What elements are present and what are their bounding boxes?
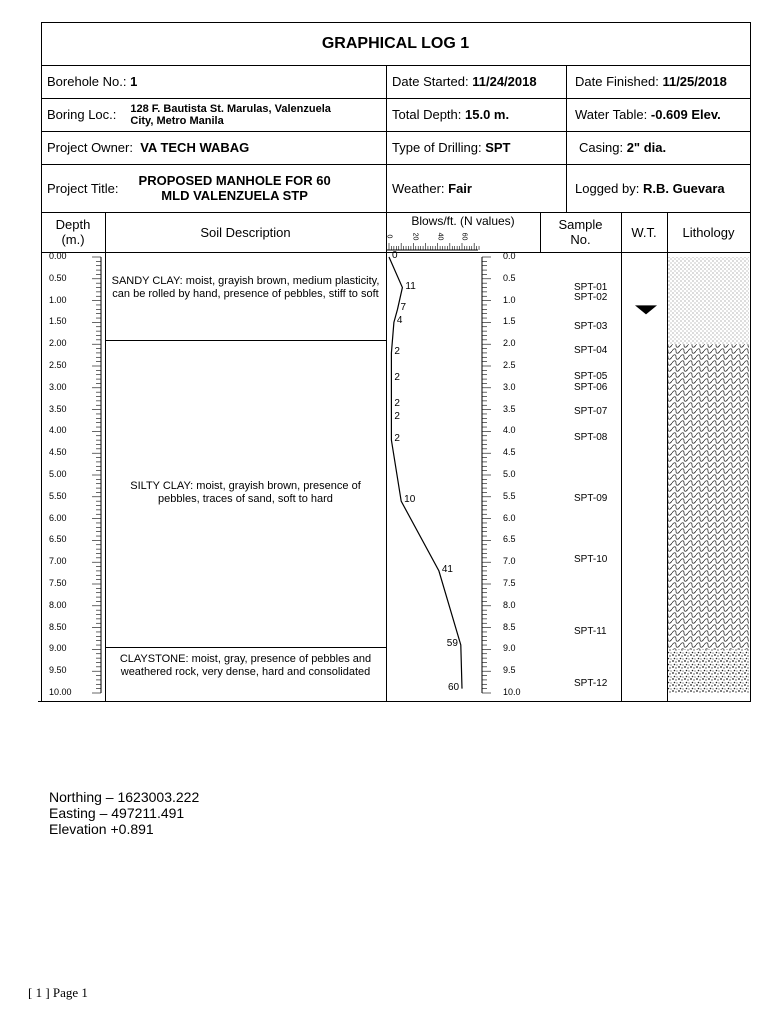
log-title: GRAPHICAL LOG 1 — [321, 34, 470, 52]
boring-loc-line2: City, Metro Manila — [130, 114, 224, 127]
n-value-label: 4 — [396, 315, 403, 327]
depth-label: 10.00 — [49, 687, 72, 697]
depth-label: 7.00 — [49, 556, 67, 567]
depth-label: 4.50 — [49, 447, 67, 458]
northing-text: Northing – 1623003.222 — [49, 789, 200, 805]
n-value-label: 11 — [405, 280, 416, 292]
owner-value: VA TECH WABAG — [140, 140, 250, 155]
n-value-label: 2 — [394, 411, 400, 423]
blows-tick-label: 60 — [460, 232, 468, 241]
weather-label: Weather: — [392, 180, 445, 196]
sample-label: SPT-11 — [574, 625, 607, 637]
date-finished-value: 11/25/2018 — [662, 74, 727, 89]
depth-label: 2.00 — [49, 338, 67, 349]
depth-label: 0.50 — [49, 272, 67, 283]
sample-label: SPT-12 — [574, 678, 608, 690]
depth-label-right: 7.0 — [503, 556, 516, 567]
depth-label-right: 9.5 — [503, 665, 516, 676]
depth-label: 1.00 — [49, 294, 67, 305]
depth-label-right: 8.5 — [503, 621, 516, 632]
depth-label: 4.00 — [49, 425, 67, 436]
sample-label: SPT-04 — [574, 344, 608, 356]
depth-label-right: 0.5 — [503, 272, 516, 283]
depth-label: 5.00 — [49, 469, 67, 479]
total-depth-value: 15.0 m. — [465, 107, 510, 122]
page-footer: [ 1 ] Page 1 — [28, 985, 88, 1000]
logged-value: R.B. Guevara — [642, 180, 725, 196]
depth-label: 6.50 — [49, 534, 67, 545]
soil-header: Soil Description — [200, 224, 291, 240]
lithology-speckle — [668, 649, 749, 693]
depth-label-right: 3.0 — [503, 381, 516, 392]
depth-label: 9.00 — [49, 643, 67, 654]
borehole-value: 1 — [130, 74, 138, 89]
n-value-label: 60 — [448, 681, 460, 693]
depth-label-right: 0.0 — [503, 251, 516, 261]
weather-value: Fair — [448, 180, 472, 196]
elevation-text: Elevation +0.891 — [49, 821, 154, 837]
sample-header-line1: Sample — [558, 217, 603, 232]
wt-header: W.T. — [631, 224, 657, 240]
n-value-label: 7 — [400, 302, 407, 314]
depth-label: 3.00 — [49, 381, 67, 392]
depth-label-right: 2.0 — [503, 338, 516, 349]
date-started-value: 11/24/2018 — [472, 74, 537, 89]
depth-label-right: 4.0 — [503, 425, 516, 436]
depth-label-right: 9.0 — [503, 643, 516, 654]
depth-label: 2.50 — [49, 360, 67, 370]
sample-label: SPT-10 — [574, 554, 608, 566]
project-title-line2: MLD VALENZUELA STP — [161, 188, 308, 203]
lithology-dots — [668, 257, 749, 344]
depth-label-right: 7.5 — [503, 578, 516, 588]
depth-label-right: 1.5 — [503, 316, 516, 327]
sample-label: SPT-09 — [574, 492, 608, 504]
casing-value: 2" dia. — [626, 140, 667, 155]
blows-tick-label: 40 — [436, 232, 444, 241]
n-value-label: 2 — [394, 345, 400, 357]
project-title-label: Project Title: — [47, 180, 119, 196]
depth-label: 9.50 — [49, 665, 67, 676]
sample-label: SPT-06 — [574, 381, 608, 393]
water-table-marker — [635, 305, 657, 314]
lithology-header: Lithology — [682, 224, 735, 240]
n-value-label: 2 — [394, 433, 400, 445]
date-started-label: Date Started: — [392, 74, 469, 89]
depth-label-right: 1.0 — [503, 294, 516, 305]
n-value-label: 2 — [394, 398, 400, 410]
sample-label: SPT-05 — [574, 370, 608, 382]
sample-label: SPT-02 — [574, 292, 608, 304]
depth-label: 8.00 — [49, 599, 67, 610]
blows-header: Blows/ft. (N values) — [411, 214, 515, 228]
depth-label: 5.50 — [49, 490, 67, 501]
layer-description-sandy-clay: SANDY CLAY: moist, grayish brown, medium plasticity, can be rolled by hand, presence of pebbles, stiff to soft — [111, 275, 380, 300]
project-title-line1: PROPOSED MANHOLE FOR 60 — [138, 173, 331, 188]
drilling-value: SPT — [485, 140, 511, 155]
owner-label: Project Owner: — [47, 140, 133, 155]
depth-label: 1.50 — [49, 316, 67, 327]
depth-label: 7.50 — [49, 578, 67, 588]
depth-label-right: 6.0 — [503, 512, 516, 523]
sample-label: SPT-01 — [574, 281, 608, 293]
depth-ruler-right — [482, 257, 491, 693]
depth-label-right: 2.5 — [503, 360, 516, 370]
n-value-label: 0 — [392, 250, 398, 261]
easting-text: Easting – 497211.491 — [49, 805, 185, 821]
blows-tick-label: 20 — [411, 232, 419, 241]
n-value-label: 10 — [404, 494, 416, 506]
n-value-label: 2 — [394, 372, 400, 384]
n-value-label: 41 — [441, 563, 453, 575]
depth-header-line1: Depth — [55, 217, 91, 232]
lithology-column — [668, 257, 749, 693]
logged-label: Logged by: — [575, 180, 640, 196]
n-value-label: 59 — [446, 638, 458, 650]
depth-label-right: 10.0 — [503, 687, 521, 697]
depth-label: 8.50 — [49, 621, 67, 632]
lithology-waves — [668, 344, 749, 649]
depth-label-right: 3.5 — [503, 403, 516, 414]
layer-description-claystone: CLAYSTONE: moist, gray, presence of pebbles and weathered rock, very dense, hard and consolidated — [119, 653, 372, 678]
casing-label: Casing: — [579, 140, 624, 155]
borehole-label: Borehole No.: — [47, 74, 127, 89]
layer-description-silty-clay: SILTY CLAY: moist, grayish brown, presence of pebbles, traces of sand, soft to hard — [130, 480, 361, 505]
boring-loc-line1: 128 F. Bautista St. Marulas, Valenzuela — [130, 102, 331, 115]
depth-label-right: 4.5 — [503, 447, 516, 458]
boring-loc-label: Boring Loc.: — [47, 107, 117, 122]
blows-ruler — [386, 243, 479, 250]
water-table-label: Water Table: — [575, 107, 648, 122]
depth-header-line2: (m.) — [61, 232, 85, 247]
blows-tick-label: 0 — [385, 234, 393, 239]
drilling-label: Type of Drilling: — [392, 140, 482, 155]
depth-label-right: 5.0 — [503, 469, 516, 479]
depth-label-right: 5.5 — [503, 490, 516, 501]
total-depth-label: Total Depth: — [392, 107, 462, 122]
sample-header-line2: No. — [570, 232, 591, 247]
depth-label: 6.00 — [49, 512, 67, 523]
date-finished-label: Date Finished: — [575, 74, 659, 89]
depth-label-right: 8.0 — [503, 599, 516, 610]
depth-label: 3.50 — [49, 403, 67, 414]
sample-label: SPT-03 — [574, 320, 608, 332]
depth-ruler-left — [92, 257, 101, 693]
sample-label: SPT-08 — [574, 431, 608, 443]
depth-label-right: 6.5 — [503, 534, 516, 545]
sample-label: SPT-07 — [574, 405, 608, 417]
depth-label: 0.00 — [49, 251, 67, 261]
water-table-value: -0.609 Elev. — [650, 107, 721, 122]
